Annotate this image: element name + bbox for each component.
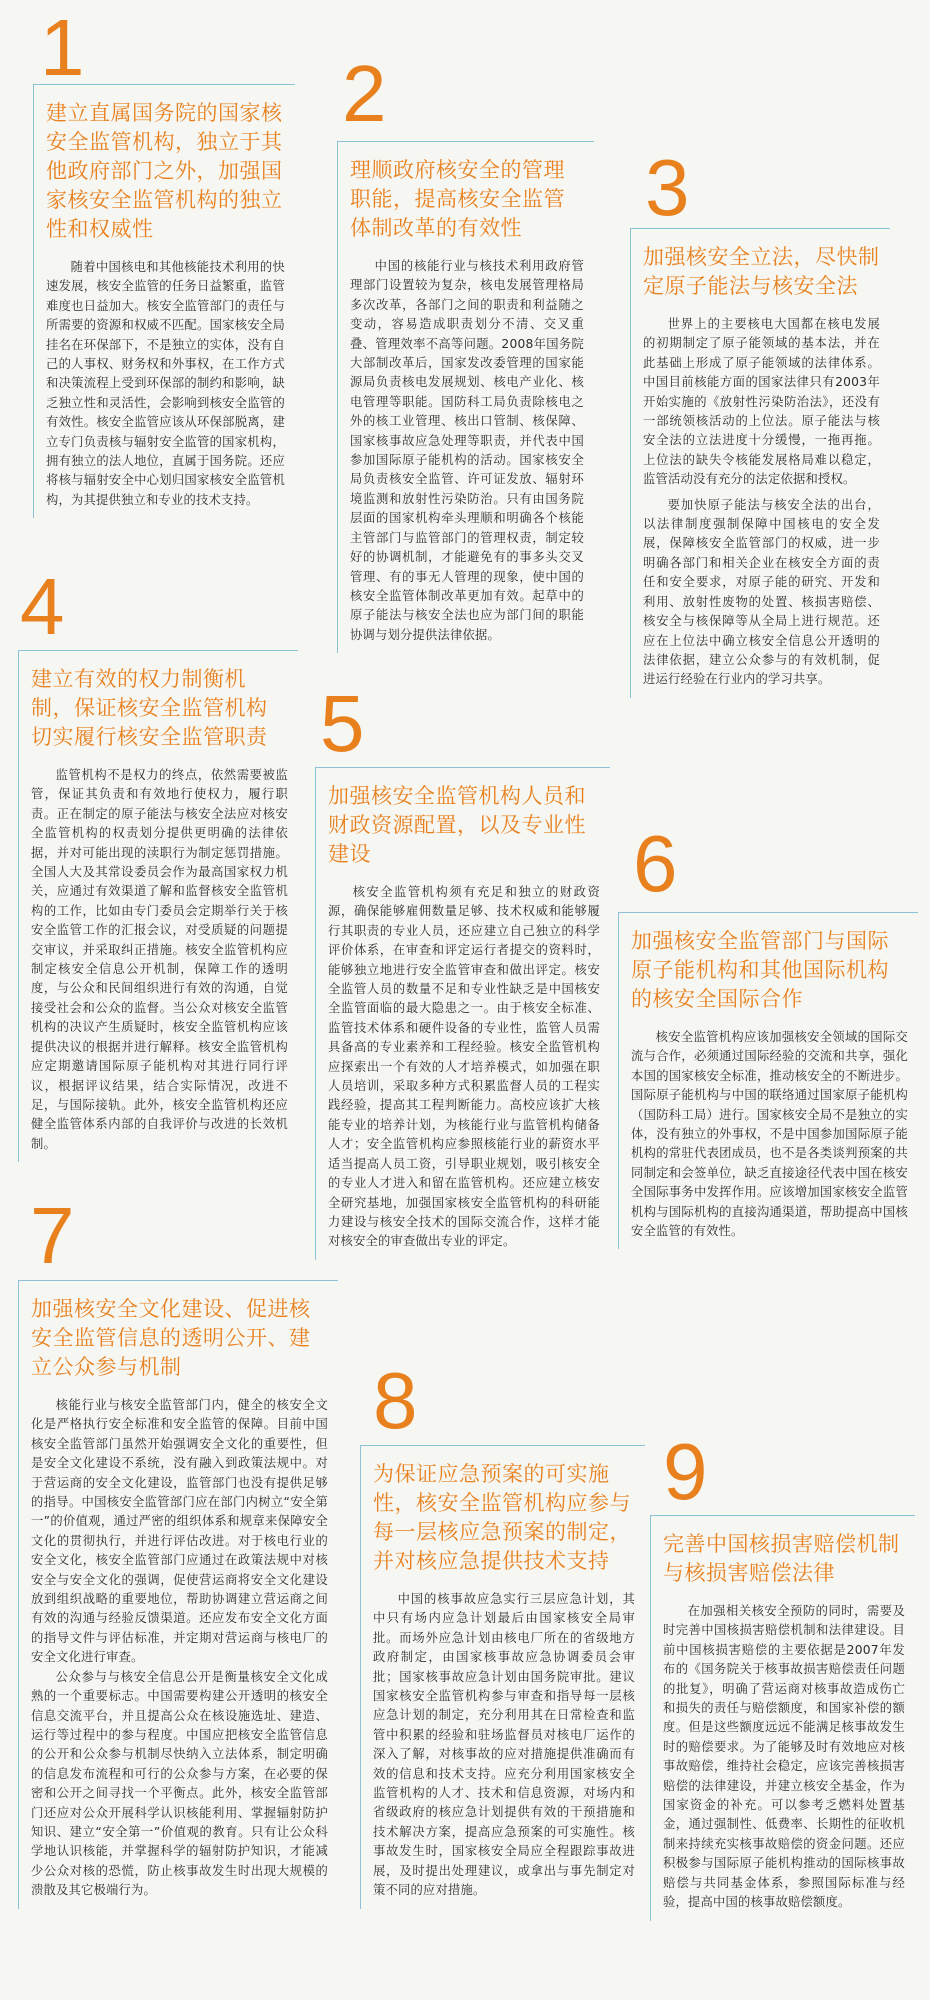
section-card — [18, 650, 298, 1162]
section-number: 2 — [342, 49, 387, 138]
section-title: 建立直属国务院的国家核安全监管机构，独立于其他政府部门之外，加强国家核安全监管机构的独立性和权威性 — [46, 101, 283, 241]
section-paragraph: 中国的核能行业与核技术利用政府管理部门设置较为复杂，核电发展管理格局多次改革，各部门之间的职责和利益随之变动，容易造成职责划分不清、交叉重叠、管理效率不高等问题。2008年国务院大部制改革后，国家发改委管理的国家能源局负责核电发展规划、核电产业化、核电管理等职能。国防科工局负责除核电之外的核工业管理、核出口管制、核保障、国家核事故应急处理等职责，并代表中国参加国际原子能机构的活动。国家核安全局负责核安全监管、许可证发放、辐射环境监测和放射性污染防治。只有由国务院层面的国家机构牵头理顺和明确各个核能主管部门与监管部门的管理权责，制定较好的协调机制，才能避免有的事多头交叉管理、有的事无人管理的现象，使中国的核安全监管体制改革更加有效。起草中的原子能法与核安全法也应为部门间的职能协调与划分提供法律依据。 — [350, 259, 584, 642]
section-title: 加强核安全监管部门与国际原子能机构和其他国际机构的核安全国际合作 — [631, 929, 889, 1011]
section-title: 建立有效的权力制衡机制，保证核安全监管机构切实履行核安全监管职责 — [31, 667, 268, 749]
section-number: 7 — [30, 1191, 75, 1280]
section-card — [337, 141, 594, 653]
section-card — [18, 1280, 338, 1909]
section-paragraph: 世界上的主要核电大国都在核电发展的初期制定了原子能领域的基本法，并在此基础上形成了原子能领域的法律体系。中国目前核能方面的国家法律只有2003年开始实施的《放射性污染防治法》，还没有一部统领核活动的上位法。原子能法与核安全法的立法进度十分缓慢，一拖再拖。上位法的缺失令核能发展格局难以稳定，监管活动没有充分的法定依据和授权。 — [643, 317, 880, 487]
section-number: 8 — [373, 1356, 418, 1445]
section-number: 3 — [645, 143, 690, 232]
section-title: 理顺政府核安全的管理职能，提高核安全监管体制改革的有效性 — [350, 158, 565, 240]
section-paragraph: 核安全监管机构应该加强核安全领域的国际交流与合作，必须通过国际经验的交流和共享，强化本国的国家核安全标准，推动核安全的不断进步。国际原子能机构与中国的联络通过国家原子能机构（国防科工局）进行。国家核安全局不是独立的实体，没有独立的外事权，不是中国参加国际原子能机构的常驻代表团成员，也不是各类谈判预案的共同制定和会签单位，缺乏直接途径代表中国在核安全国际事务中发挥作用。应该增加国家核安全监管机构与国际机构的直接沟通渠道，帮助提高中国核安全监管的有效性。 — [631, 1030, 908, 1239]
section-title: 完善中国核损害赔偿机制与核损害赔偿法律 — [663, 1532, 900, 1585]
section-number: 4 — [20, 562, 65, 651]
section-number: 5 — [320, 679, 365, 768]
section-title: 加强核安全文化建设、促进核安全监管信息的透明公开、建立公众参与机制 — [31, 1297, 311, 1379]
section-paragraph: 在加强相关核安全预防的同时，需要及时完善中国核损害赔偿机制和法律建设。目前中国核损害赔偿的主要依据是2007年发布的《国务院关于核事故损害赔偿责任问题的批复》，明确了营运商对核事故造成伤亡和损失的责任与赔偿额度，和国家补偿的额度。但是这些额度远远不能满足核事故发生时的赔偿要求。为了能够及时有效地应对核事故赔偿，维持社会稳定，应该完善核损害赔偿的法律建设，并建立核安全基金，作为国家资金的补充。可以参考乏燃料处置基金，通过强制性、低费率、长期性的征收机制来持续充实核事故赔偿的资金问题。还应积极参与国际原子能机构推动的国际核事故赔偿与共同基金体系，参照国际标准与经验，提高中国的核事故赔偿额度。 — [663, 1604, 905, 1910]
section-title: 加强核安全监管机构人员和财政资源配置，以及专业性建设 — [328, 784, 586, 866]
section-card — [650, 1515, 915, 1921]
section-card — [618, 912, 918, 1249]
section-paragraph: 核能行业与核安全监管部门内，健全的核安全文化是严格执行安全标准和安全监管的保障。目前中国核安全监管部门虽然开始强调安全文化的重要性，但是安全文化建设不系统，没有融入到政策法规中。对于营运商的安全文化建设，监管部门也没有提供足够的指导。中国核安全监管部门应在部门内树立“安全第一”的价值观，通过严密的组织体系和规章来保障安全文化的贯彻执行，并进行评估改进。对于核电行业的安全文化，核安全监管部门应通过在政策法规中对核安全与安全文化的强调，促使营运商将安全文化建设放到组织战略的重要地位，帮助协调建立营运商之间有效的沟通与经验反馈渠道。还应发布安全文化方面的指导文件与评估标准，并定期对营运商与核电厂的安全文化进行审查。 — [31, 1398, 328, 1665]
section-paragraph: 中国的核事故应急实行三层应急计划，其中只有场内应急计划最后由国家核安全局审批。而场外应急计划由核电厂所在的省级地方政府制定，由国家核事故应急协调委员会审批；国家核事故应急计划由国务院审批。建议国家核安全监管机构参与审查和指导每一层核应急计划的制定，充分利用其在日常检查和监管中积累的经验和驻场监督员对核电厂运作的深入了解，对核事故的应对措施提供准确而有效的信息和技术支持。应充分利用国家核安全监管机构的人才、技术和信息资源，对场内和省级政府的核应急计划提供有效的干预措施和技术解决方案，提高应急预案的可实施性。核事故发生时，国家核安全局应全程跟踪事故进展，及时提出处理建议，或拿出与事先制定对策不同的应对措施。 — [373, 1592, 635, 1898]
section-card — [315, 767, 610, 1260]
section-card — [360, 1445, 645, 1909]
section-number: 9 — [663, 1427, 708, 1516]
section-paragraph: 公众参与与核安全信息公开是衡量核安全文化成熟的一个重要标志。中国需要构建公开透明的核安全信息交流平台，并且提高公众在核设施选址、建造、运行等过程中的参与程度。中国应把核安全监管信息的公开和公众参与机制尽快纳入立法体系，制定明确的信息发布流程和可行的公众参与方案，在必要的保密和公开之间寻找一个平衡点。此外，核安全监管部门还应对公众开展科学认识核能利用、掌握辐射防护知识、建立“安全第一”价值观的教育。只有让公众科学地认识核能，并掌握科学的辐射防护知识，才能减少公众对核的恐慌，防止核事故发生时出现大规模的溃散及其它极端行为。 — [31, 1669, 328, 1898]
section-number: 6 — [633, 819, 678, 908]
section-paragraph: 随着中国核电和其他核能技术利用的快速发展，核安全监管的任务日益繁重，监管难度也日益加大。核安全监管部门的责任与所需要的资源和权威不匹配。国家核安全局挂名在环保部下，不是独立的实体，没有自己的人事权、财务权和外事权，在工作方式和决策流程上受到环保部的制约和影响，缺乏独立性和灵活性，会影响到核安全监管的有效性。核安全监管应该从环保部脱离，建立专门负责核与辐射安全监管的国家机构，拥有独立的法人地位，直属于国务院。还应将核与辐射安全中心划归国家核安全监管机构，为其提供独立和专业的技术支持。 — [46, 260, 285, 507]
section-title: 为保证应急预案的可实施性，核安全监管机构应参与每一层核应急预案的制定，并对核应急提供技术支持 — [373, 1462, 631, 1573]
section-title: 加强核安全立法，尽快制定原子能法与核安全法 — [643, 245, 880, 298]
section-paragraph: 核安全监管机构须有充足和独立的财政资源，确保能够雇佣数量足够、技术权威和能够履行其职责的专业人员，还应建立自己独立的科学评价体系，在审查和评定运行者提交的资料时，能够独立地进行安全监管审查和做出评定。核安全监管人员的数量不足和专业性缺乏是中国核安全监管面临的最大隐患之一。由于核安全标准、监管技术体系和硬件设备的专业性，监管人员需具备高的专业素养和工程经验。核安全监管机构应探索出一个有效的人才培养模式，如加强在职人员培训，采取多种方式积累监督人员的工程实践经验，提高其工程判断能力。高校应该扩大核能专业的培养计划，为核能行业与监管机构储备人才；安全监管机构应参照核能行业的薪资水平适当提高人员工资，引导职业规划，吸引核安全的专业人才进入和留在监管机构。还应建立核安全研究基地，加强国家核安全监管机构的科研能力建设与核安全技术的国际交流合作，这样才能对核安全的审查做出专业的评定。 — [328, 885, 600, 1249]
section-paragraph: 要加快原子能法与核安全法的出台，以法律制度强制保障中国核电的安全发展，保障核安全监管部门的权威，进一步明确各部门和相关企业在核安全方面的责任和安全要求，对原子能的研究、开发和利用、放射性废物的处置、核损害赔偿、核安全与核保障等从全局上进行规范。还应在上位法中确立核安全信息公开透明的法律依据，建立公众参与的有效机制，促进运行经验在行业内的学习共享。 — [643, 497, 880, 687]
section-number: 1 — [40, 3, 85, 92]
section-paragraph: 监管机构不是权力的终点，依然需要被监管，保证其负责和有效地行使权力，履行职责。正在制定的原子能法与核安全法应对核安全监管机构的权责划分提供更明确的法律依据，并对可能出现的渎职行为制定惩罚措施。全国人大及其常设委员会作为最高国家权力机关，应通过有效渠道了解和监督核安全监管机构的工作，比如由专门委员会定期举行关于核安全监管工作的汇报会议，对受质疑的问题提交审议，并采取纠正措施。核安全监管机构应制定核安全信息公开机制，保障工作的透明度，与公众和民间组织进行有效的沟通，自觉接受社会和公众的监督。当公众对核安全监管机构的决议产生质疑时，核安全监管机构应该提供决议的根据并进行解释。核安全监管机构应定期邀请国际原子能机构对其进行同行评议，根据评议结果，结合实际情况，改进不足，与国际接轨。此外，核安全监管机构还应健全监管体系内部的自我评价与改进的长效机制。 — [31, 768, 288, 1151]
section-card — [630, 228, 890, 698]
section-card — [33, 84, 295, 518]
